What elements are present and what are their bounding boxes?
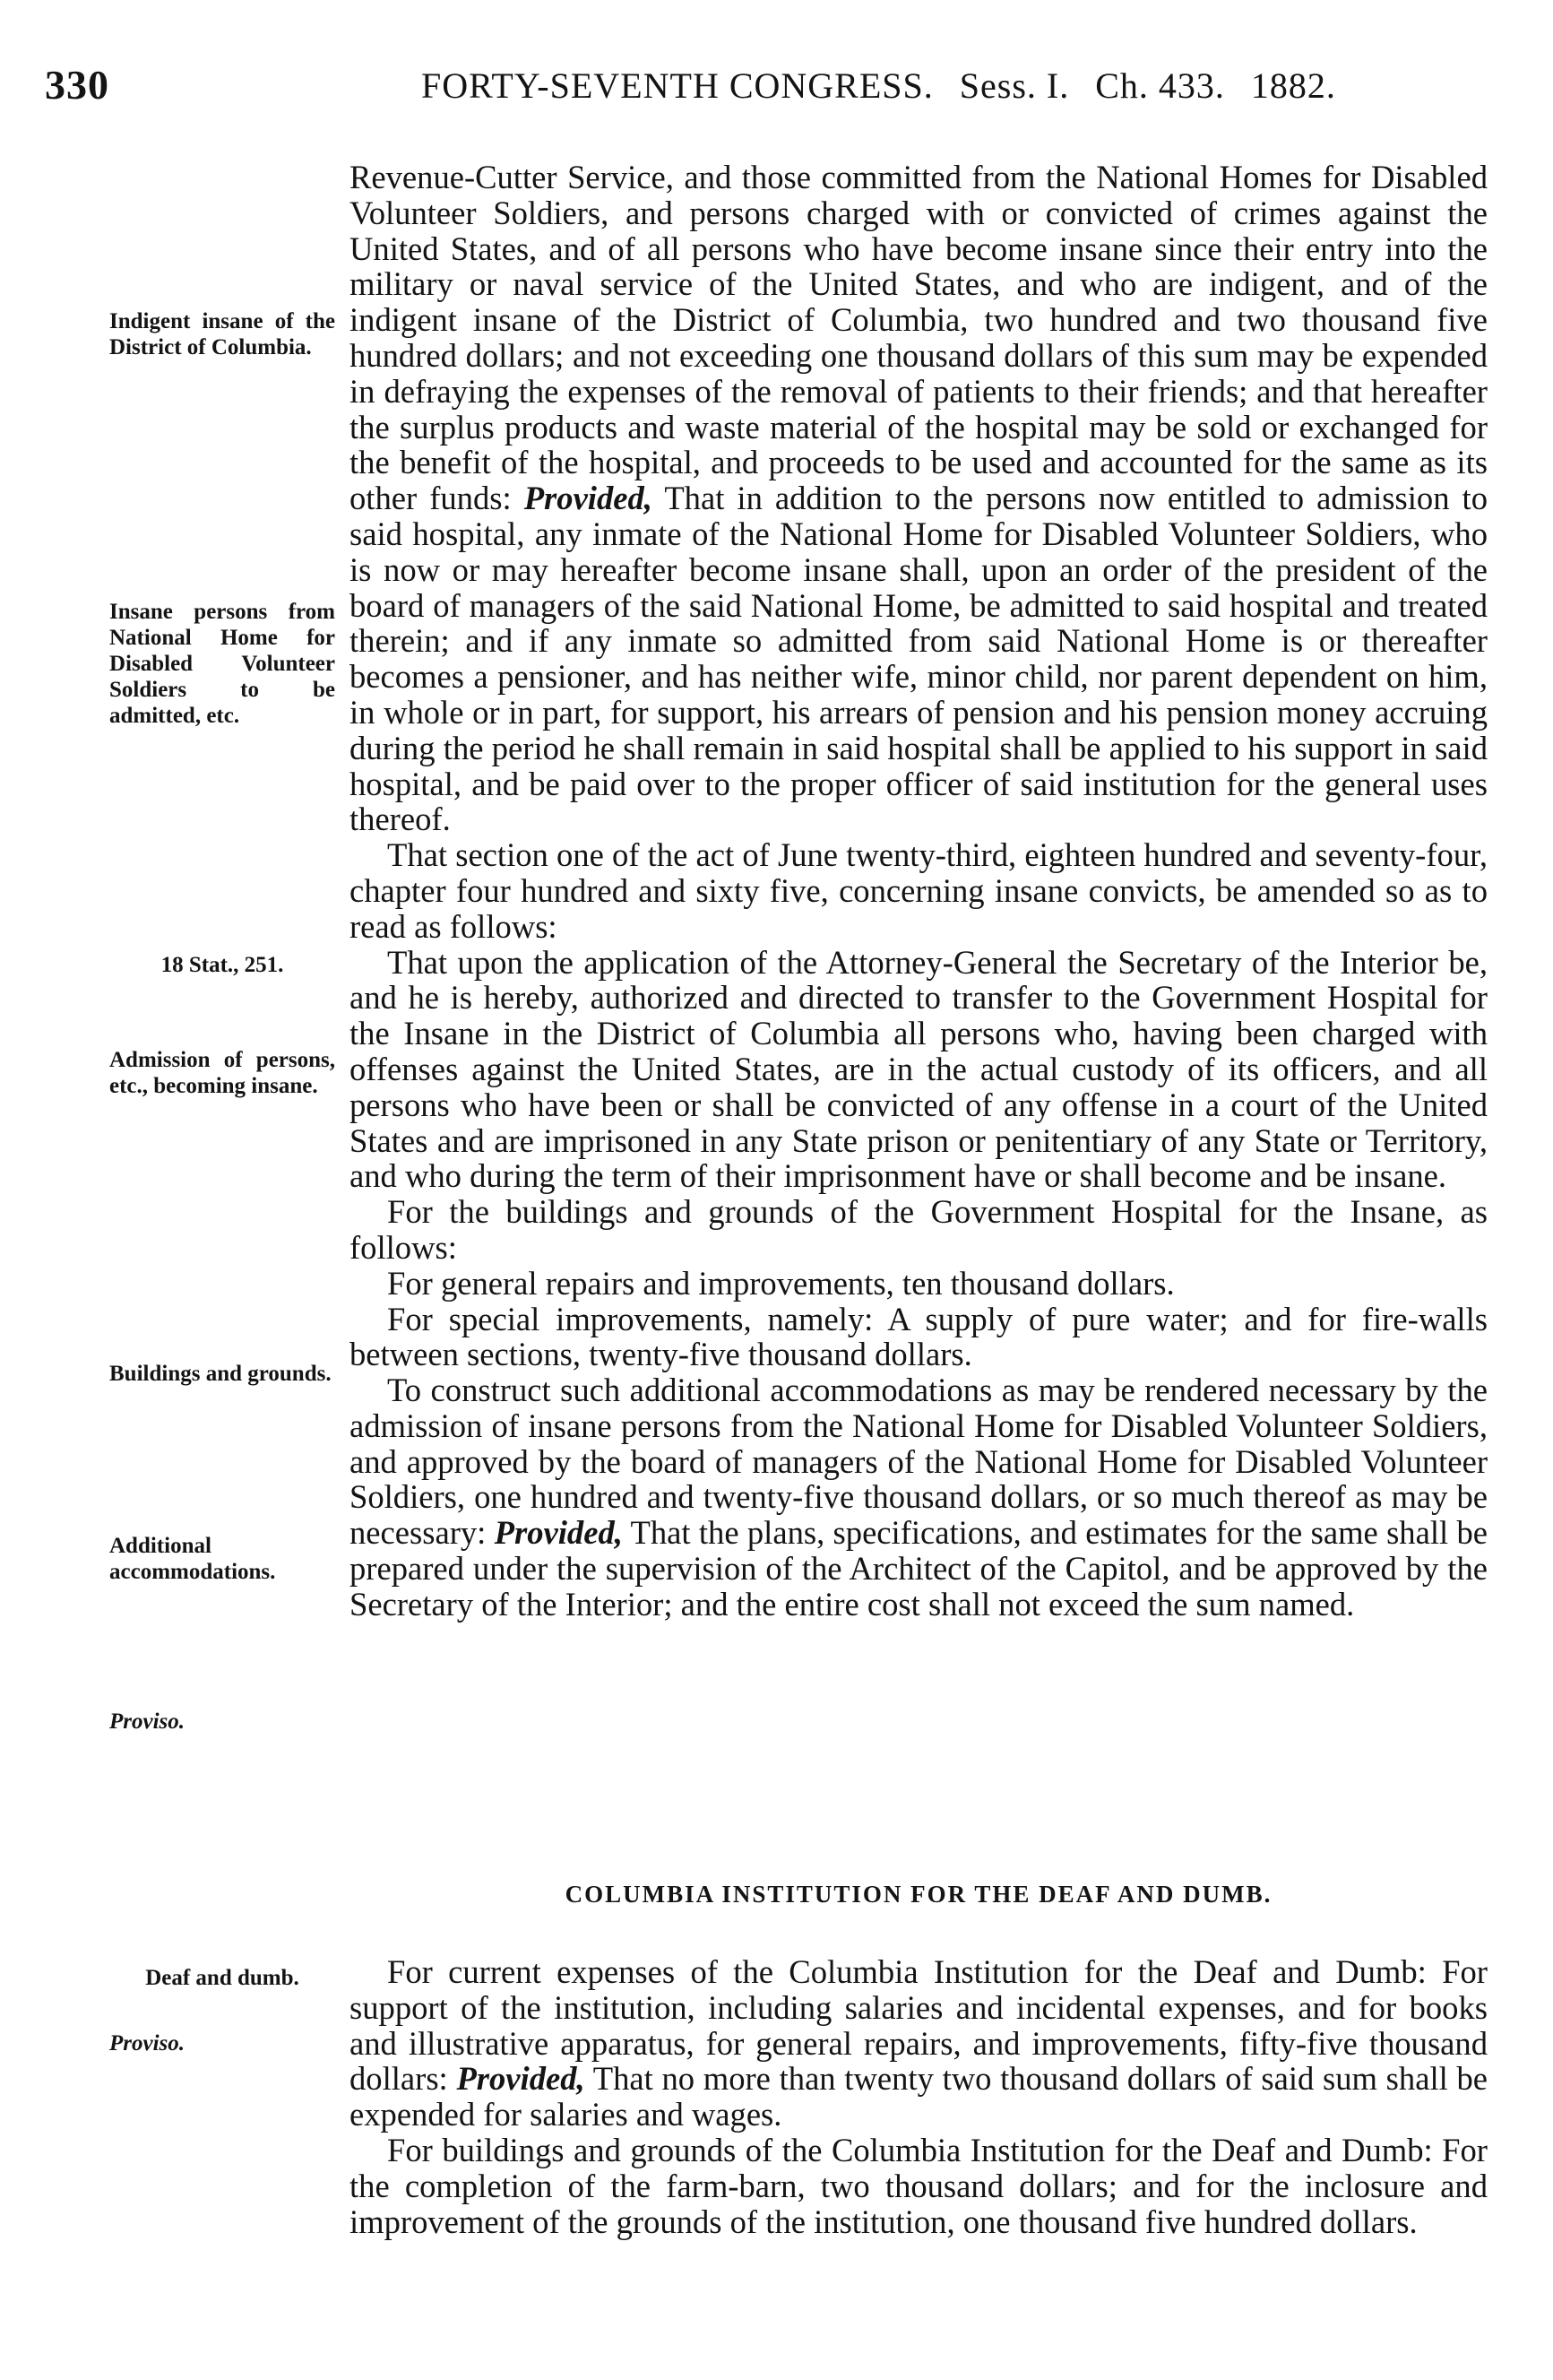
paragraph-general-repairs: For general repairs and improvements, ten thousand dollars.: [387, 1264, 1175, 1302]
margin-note-buildings: Buildings and grounds.: [109, 1362, 332, 1386]
paragraph-special-improvements: For special improvements, namely: A supply of pure water; and for fire-walls between sections, twenty-five thousand dollars.: [349, 1300, 1488, 1373]
margin-note-proviso-2: Proviso.: [109, 2031, 185, 2055]
margin-note-statute-ref: 18 Stat., 251.: [160, 953, 284, 977]
margin-note-indigent-insane: Indigent insane of the District of Columbia.: [109, 309, 335, 359]
session-label: Sess. I.: [959, 65, 1070, 106]
paragraph-section-amendment: That section one of the act of June twenty-third, eighteen hundred and seventy-four, chapter four hundred and sixty five, concerning insane convicts, be amended so as to read as follows:: [349, 836, 1488, 945]
paragraph-buildings-grounds: For the buildings and grounds of the Government Hospital for the Insane, as follows:: [349, 1193, 1488, 1266]
margin-note-admission: Admission of persons, etc., becoming insane.: [109, 1048, 335, 1098]
paragraph-transfer-insane: That upon the application of the Attorney-General the Secretary of the Interior be, and he is hereby, authorized and directed to transfer to the Government Hospital for the Insane in the District of Columbia all persons who, having been charged with offenses against the United States, are in the actual custody of its officers, and all persons who have been or shall be convicted of any offense in a court of the United States and are imprisoned in any State prison or penitentiary of any State or Territory, and who during the term of their imprisonment have or shall become and be insane.: [349, 943, 1488, 1195]
paragraph-deaf-buildings: For buildings and grounds of the Columbia Institution for the Deaf and Dumb: For the completion of the farm-barn, two thousand dollars; and for the inclosure and improvement of the grounds of the institution, one thousand five hundred dollars.: [349, 2131, 1488, 2240]
running-header: [45, 61, 1472, 115]
margin-note-additional: Additional accommodations.: [109, 1534, 276, 1584]
congress-title: FORTY-SEVENTH CONGRESS.: [421, 65, 934, 106]
paragraph-text-continued: That no more than twenty two thousand dollars of said sum shall be expended for salaries and wages.: [349, 2060, 1488, 2133]
margin-note-proviso-1: Proviso.: [109, 1709, 185, 1734]
provided-keyword: Provided,: [523, 480, 652, 517]
paragraph-additional-accommodations: [349, 1372, 1488, 1623]
chapter-label: Ch. 433.: [1095, 65, 1225, 106]
header-title-line: [421, 65, 1352, 107]
paragraph-text-continued: That in addition to the persons now entitled to admission to said hospital, any inmate of the National Home for Disabled Volunteer Soldiers, who is now or may hereafter become insane shall, upon an order of the president of the board of managers of the said National Home, be admitted to said hospital and treated therein; and if any inmate so admitted from said National Home is or thereafter becomes a pensioner, and has neither wife, minor child, nor parent dependent on him, in whole or in part, for support, his arrears of pension and his pension money accruing during the period he shall remain in said hospital shall be applied to his support in said hospital, and be paid over to the proper officer of said institution for the general uses thereof.: [349, 480, 1488, 838]
margin-note-insane-persons: Insane persons from National Home for Disabled Volunteer Soldiers to be admitted, etc.: [109, 600, 335, 728]
paragraph-text: For current expenses of the Columbia Institution for the Deaf and Dumb: For support of the institution, including salaries and incidental expenses, and for books and illustrative apparatus, for general repairs, and improvements, fifty-five thousand dollars:: [349, 1953, 1488, 2098]
section-heading: COLUMBIA INSTITUTION FOR THE DEAF AND DUMB.: [565, 1881, 1273, 1908]
paragraph-text-continued: That the plans, specifications, and estimates for the same shall be prepared under the supervision of the Architect of the Capitol, and be approved by the Secretary of the Interior; and the entire cost shall not exceed the sum named.: [349, 1514, 1488, 1623]
page-number: 330: [45, 62, 109, 108]
margin-note-deaf-dumb: Deaf and dumb.: [145, 1966, 299, 1990]
year-label: 1882.: [1250, 65, 1336, 106]
paragraph-hospital-admissions: [349, 160, 1488, 837]
body-column-2: [349, 1954, 1488, 2239]
body-column-1: [349, 160, 1488, 1623]
paragraph-text: Revenue-Cutter Service, and those committed from the National Homes for Disabled Volunteer Soldiers, and persons charged with or convicted of crimes against the United States, and of all persons who have become insane since their entry into the military or naval service of the United States, and who are indigent, and of the indigent insane of the District of Columbia, two hundred and two thousand five hundred dollars; and not exceeding one thousand dollars of this sum may be expended in defraying the expenses of the removal of patients to their friends; and that hereafter the surplus products and waste material of the hospital may be sold or exchanged for the benefit of the hospital, and proceeds to be used and accounted for the same as its other funds:: [349, 159, 1488, 517]
provided-keyword: Provided,: [494, 1514, 623, 1552]
provided-keyword: Provided,: [456, 2060, 585, 2098]
paragraph-text: To construct such additional accommodations as may be rendered necessary by the admission of insane persons from the National Home for Disabled Volunteer Soldiers, and approved by the board of managers of the National Home for Disabled Volunteer Soldiers, one hundred and twenty-five thousand dollars, or so much thereof as may be necessary:: [349, 1372, 1488, 1552]
paragraph-current-expenses: [349, 1954, 1488, 2133]
